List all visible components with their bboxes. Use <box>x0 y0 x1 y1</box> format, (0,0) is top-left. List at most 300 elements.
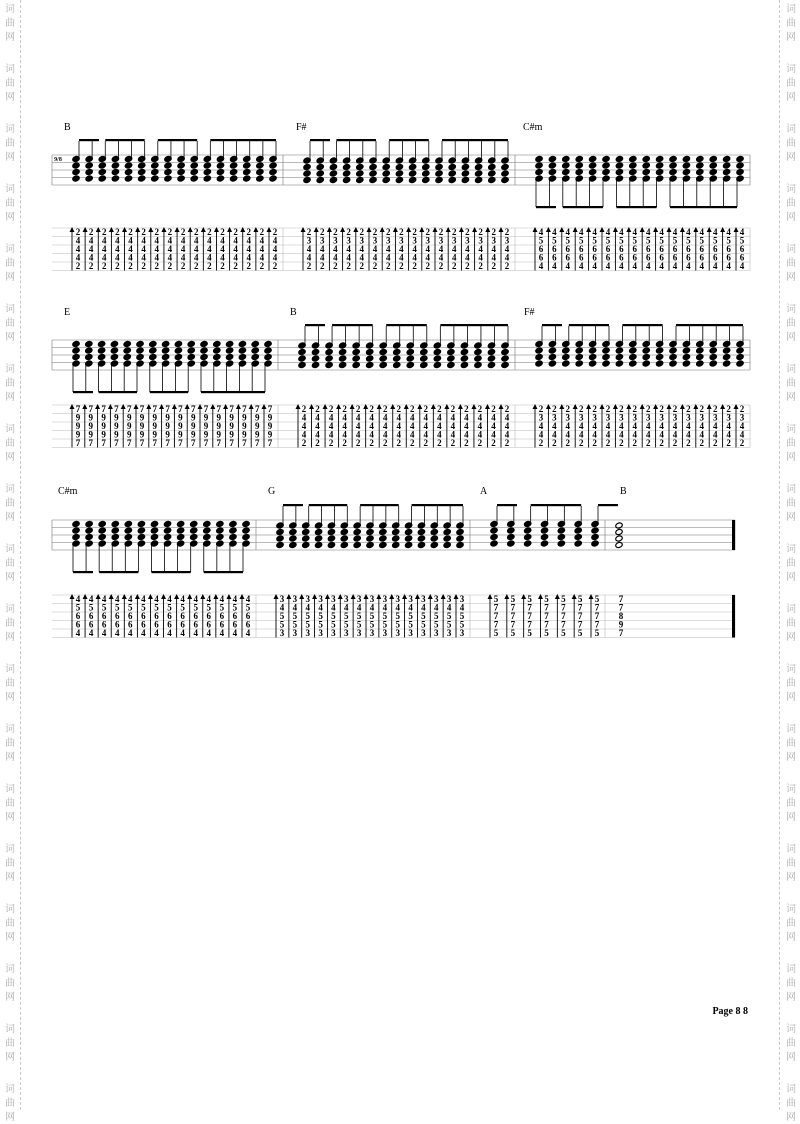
tab-fret-number: 5 <box>527 594 532 604</box>
tab-fret-number: 4 <box>382 602 388 613</box>
tab-fret-number: 4 <box>538 429 544 440</box>
tab-fret-number: 9 <box>242 429 247 440</box>
notehead <box>302 535 310 542</box>
chord-label: F# <box>296 122 307 133</box>
tab-fret-number: 3 <box>421 628 426 638</box>
tab-fret-number: 4 <box>464 412 469 423</box>
tab-fret-number: 7 <box>190 404 196 414</box>
beam <box>336 139 376 141</box>
tab-fret-number: 5 <box>219 602 225 613</box>
tab-fret-number: 4 <box>342 429 347 440</box>
notehead <box>243 162 251 169</box>
notehead <box>203 162 211 169</box>
tab-fret-number: 2 <box>396 438 401 448</box>
tab-fret-number: 9 <box>88 412 94 423</box>
notehead <box>177 533 185 540</box>
watermark-glyph: 曲 <box>786 618 796 629</box>
watermark-glyph: 词 <box>786 904 796 915</box>
watermark-glyph: 词 <box>786 664 796 675</box>
tab-fret-number: 5 <box>408 619 413 630</box>
tab-fret-number: 7 <box>178 438 183 448</box>
notehead <box>162 353 170 360</box>
tab-fret-number: 7 <box>510 611 516 621</box>
tab-fret-number: 5 <box>446 611 452 621</box>
tab-fret-number: 9 <box>101 429 106 440</box>
tab-fret-number: 5 <box>180 602 185 613</box>
notehead <box>85 533 93 540</box>
notehead <box>123 340 131 347</box>
tab-fret-number: 5 <box>421 619 426 630</box>
notehead <box>456 528 464 535</box>
watermark-glyph: 网 <box>5 332 15 343</box>
beam <box>440 324 508 326</box>
notehead <box>138 162 146 169</box>
tab-fret-number: 4 <box>315 412 320 423</box>
tab-fret-number: 2 <box>319 227 325 237</box>
tab-fret-number: 4 <box>75 594 81 604</box>
notehead <box>203 168 211 175</box>
tab-fret-number: 5 <box>167 602 172 613</box>
tab-fret-number: 4 <box>167 235 173 246</box>
tab-fret-number: 5 <box>356 619 362 630</box>
tab-fret-number: 3 <box>399 235 404 246</box>
watermark-glyph: 网 <box>786 752 796 763</box>
tab-fret-number: 3 <box>372 235 378 246</box>
tab-fret-number: 2 <box>478 227 483 237</box>
notehead <box>433 355 441 362</box>
tab-fret-number: 2 <box>306 261 312 271</box>
tab-fret-number: 4 <box>75 235 81 246</box>
tab-fret-number: 2 <box>141 227 146 237</box>
tab-fret-number: 5 <box>605 235 611 246</box>
tab-fret-number: 2 <box>592 438 597 448</box>
notehead <box>242 520 250 527</box>
notehead <box>682 155 690 162</box>
tab-fret-number: 2 <box>272 227 278 237</box>
notehead <box>507 527 515 534</box>
watermark-glyph: 词 <box>786 424 796 435</box>
tab-fret-number: 4 <box>712 421 718 431</box>
watermark-glyph: 词 <box>786 604 796 615</box>
tab-fret-number: 6 <box>565 252 571 263</box>
tab-fret-number: 2 <box>478 261 483 271</box>
watermark-glyph: 曲 <box>786 18 796 29</box>
tab-fret-number: 9 <box>254 429 260 440</box>
tab-fret-number: 4 <box>207 235 212 246</box>
tab-fret-number: 2 <box>504 261 510 271</box>
tab-fret-number: 2 <box>425 227 431 237</box>
tab-fret-number: 9 <box>190 421 196 431</box>
tab-fret-number: 2 <box>372 227 378 237</box>
watermark-glyph: 网 <box>786 932 796 943</box>
tab-fret-number: 2 <box>141 261 146 271</box>
notehead <box>162 347 170 354</box>
watermark-glyph: 词 <box>5 184 15 195</box>
tab-fret-number: 2 <box>451 227 457 237</box>
tab-fret-number: 4 <box>605 261 611 271</box>
tab-fret-number: 4 <box>408 602 413 613</box>
tab-fret-number: 6 <box>686 244 691 254</box>
watermark-glyph: 曲 <box>786 258 796 269</box>
tab-fret-number: 7 <box>618 594 624 604</box>
notehead <box>615 522 623 529</box>
notehead <box>382 163 390 170</box>
notehead <box>696 162 704 169</box>
tab-fret-number: 2 <box>355 404 361 414</box>
tab-fret-number: 2 <box>605 404 611 414</box>
tab-fret-number: 7 <box>527 611 532 621</box>
tab-fret-number: 7 <box>139 438 145 448</box>
watermark-glyph: 词 <box>786 484 796 495</box>
tab-fret-number: 2 <box>382 438 388 448</box>
tab-fret-number: 2 <box>465 227 470 237</box>
tab-fret-number: 4 <box>245 594 251 604</box>
tab-fret-number: 7 <box>527 602 532 613</box>
tab-fret-number: 4 <box>154 235 160 246</box>
notehead <box>474 355 482 362</box>
tab-fret-number: 4 <box>315 429 320 440</box>
notehead <box>474 348 482 355</box>
beam <box>310 139 330 141</box>
tab-fret-number: 4 <box>220 252 225 263</box>
notehead <box>110 353 118 360</box>
tab-fret-number: 7 <box>216 404 222 414</box>
tab-fret-number: 6 <box>739 244 745 254</box>
tab-fret-number: 4 <box>446 602 452 613</box>
tab-fret-number: 4 <box>565 261 571 271</box>
tab-fret-number: 3 <box>344 594 349 604</box>
notehead <box>230 175 238 182</box>
notehead <box>417 535 425 542</box>
tab-fret-number: 2 <box>425 261 431 271</box>
notehead <box>548 155 556 162</box>
tab-fret-number: 4 <box>605 421 611 431</box>
tab-fret-number: 2 <box>504 404 510 414</box>
watermark-glyph: 网 <box>5 872 15 883</box>
tab-fret-number: 4 <box>632 421 638 431</box>
tab-fret-number: 4 <box>75 628 81 638</box>
tab-fret-number: 3 <box>369 594 375 604</box>
tab-fret-number: 5 <box>88 602 94 613</box>
notehead <box>723 360 731 367</box>
tab-fret-number: 4 <box>207 252 212 263</box>
tab-fret-number: 2 <box>410 438 415 448</box>
tab-fret-number: 4 <box>180 252 186 263</box>
tab-fret-number: 4 <box>672 429 678 440</box>
tab-fret-number: 4 <box>578 261 584 271</box>
notehead <box>123 347 131 354</box>
tab-fret-number: 4 <box>369 421 374 431</box>
watermark-glyph: 曲 <box>5 918 15 929</box>
notehead <box>174 353 182 360</box>
notehead <box>575 347 583 354</box>
tab-fret-number: 2 <box>167 261 173 271</box>
tab-fret-number: 2 <box>491 261 497 271</box>
notehead <box>562 155 570 162</box>
chord-label: B <box>64 122 71 133</box>
tab-fret-number: 6 <box>206 611 212 621</box>
notehead <box>137 527 145 534</box>
watermark-glyph: 词 <box>786 184 796 195</box>
tab-fret-number: 4 <box>272 244 278 254</box>
tab-fret-number: 4 <box>306 244 312 254</box>
notehead <box>574 533 582 540</box>
tab-fret-number: 4 <box>438 252 444 263</box>
notehead <box>548 168 556 175</box>
tab-fret-number: 2 <box>128 227 133 237</box>
tab-fret-number: 4 <box>645 421 651 431</box>
tab-fret-number: 2 <box>592 404 597 414</box>
notehead <box>136 353 144 360</box>
tab-fret-number: 7 <box>577 611 583 621</box>
tab-fret-number: 2 <box>491 404 496 414</box>
notehead <box>111 527 119 534</box>
notehead <box>98 533 106 540</box>
notehead <box>405 535 413 542</box>
tab-fret-number: 6 <box>75 619 81 630</box>
tab-fret-number: 2 <box>491 227 497 237</box>
tab-fret-number: 6 <box>114 619 120 630</box>
notehead <box>420 355 428 362</box>
notehead <box>230 168 238 175</box>
tab-fret-number: 4 <box>451 252 457 263</box>
tab-fret-number: 2 <box>578 438 584 448</box>
notehead <box>242 533 250 540</box>
tab-fret-number: 9 <box>126 429 132 440</box>
notehead <box>420 348 428 355</box>
tab-fret-number: 2 <box>246 261 251 271</box>
tab-fret-number: 4 <box>538 227 544 237</box>
tab-fret-number: 2 <box>686 404 691 414</box>
tab-fret-number: 5 <box>527 628 532 638</box>
tab-fret-number: 2 <box>315 438 320 448</box>
tab-fret-number: 4 <box>115 235 120 246</box>
tab-fret-number: 5 <box>193 602 198 613</box>
tab-fret-number: 3 <box>434 594 439 604</box>
notehead <box>366 355 374 362</box>
notehead <box>72 347 80 354</box>
notehead <box>163 533 171 540</box>
tab-fret-number: 6 <box>114 611 120 621</box>
notehead <box>379 535 387 542</box>
tab-fret-number: 4 <box>726 227 731 237</box>
notehead <box>406 348 414 355</box>
beam <box>497 504 517 506</box>
tab-fret-number: 4 <box>504 421 510 431</box>
notehead <box>736 347 744 354</box>
tab-fret-number: 3 <box>478 235 483 246</box>
tab-fret-number: 4 <box>605 429 611 440</box>
tab-fret-number: 9 <box>126 412 132 423</box>
tab-fret-number: 4 <box>565 421 571 431</box>
notehead <box>138 168 146 175</box>
tab-fret-number: 4 <box>592 421 597 431</box>
beam <box>73 391 93 393</box>
tab-fret-number: 4 <box>259 235 265 246</box>
tab-fret-number: 5 <box>331 619 336 630</box>
notehead <box>629 168 637 175</box>
notehead <box>535 353 543 360</box>
tab-fret-number: 4 <box>167 244 173 254</box>
tab-fret-number: 4 <box>712 429 718 440</box>
watermark-glyph: 词 <box>786 304 796 315</box>
watermark-glyph: 曲 <box>786 978 796 989</box>
tab-fret-number: 2 <box>180 227 186 237</box>
tab-fret-number: 3 <box>344 628 349 638</box>
notehead <box>226 340 234 347</box>
watermark-glyph: 曲 <box>5 798 15 809</box>
tab-fret-number: 6 <box>699 252 705 263</box>
tab-fret-number: 6 <box>167 619 172 630</box>
notehead <box>443 528 451 535</box>
tab-fret-number: 6 <box>232 611 238 621</box>
tab-fret-number: 4 <box>699 261 705 271</box>
tab-fret-number: 2 <box>465 261 470 271</box>
notehead <box>615 528 623 535</box>
tab-fret-number: 2 <box>207 227 212 237</box>
tab-fret-number: 2 <box>672 438 678 448</box>
tab-fret-number: 4 <box>246 252 251 263</box>
notehead <box>642 162 650 169</box>
notehead <box>150 520 158 527</box>
notehead <box>591 533 599 540</box>
beam <box>210 139 276 141</box>
notehead <box>501 163 509 170</box>
notehead <box>602 168 610 175</box>
tab-fret-number: 4 <box>382 412 388 423</box>
notehead <box>535 168 543 175</box>
notehead <box>216 162 224 169</box>
notehead <box>535 155 543 162</box>
tab-fret-number: 9 <box>254 412 260 423</box>
tab-fret-number: 7 <box>126 404 132 414</box>
tab-fret-number: 9 <box>203 429 209 440</box>
tab-fret-number: 6 <box>538 244 544 254</box>
notehead <box>548 353 556 360</box>
tab-fret-number: 4 <box>619 429 624 440</box>
tab-fret-number: 4 <box>659 261 664 271</box>
tab-fret-number: 7 <box>88 438 94 448</box>
tab-fret-number: 4 <box>128 244 133 254</box>
notehead <box>629 360 637 367</box>
tab-fret-number: 2 <box>739 438 745 448</box>
beam <box>598 504 618 506</box>
tab-fret-number: 2 <box>438 227 444 237</box>
tab-fret-number: 3 <box>446 594 452 604</box>
notehead <box>736 353 744 360</box>
tab-fret-number: 2 <box>319 261 325 271</box>
tab-fret-number: 2 <box>412 261 417 271</box>
tab-fret-number: 7 <box>216 438 222 448</box>
watermark-glyph: 词 <box>786 64 796 75</box>
tab-fret-number: 9 <box>139 429 145 440</box>
notehead <box>329 163 337 170</box>
tab-fret-number: 9 <box>203 421 209 431</box>
tab-fret-number: 2 <box>346 227 351 237</box>
notehead <box>98 168 106 175</box>
tab-fret-number: 4 <box>437 429 442 440</box>
tab-fret-number: 2 <box>712 404 718 414</box>
tab-fret-number: 2 <box>396 404 401 414</box>
watermark-glyph: 网 <box>5 212 15 223</box>
tab-fret-number: 4 <box>632 261 638 271</box>
tab-fret-number: 5 <box>395 611 400 621</box>
tab-fret-number: 3 <box>578 412 584 423</box>
tab-fret-number: 4 <box>220 235 225 246</box>
watermark-glyph: 网 <box>786 1052 796 1063</box>
notehead <box>490 527 498 534</box>
watermark-glyph: 网 <box>5 452 15 463</box>
notehead <box>642 155 650 162</box>
watermark-glyph: 网 <box>5 512 15 523</box>
tab-fret-number: 4 <box>382 421 388 431</box>
tab-fret-number: 2 <box>464 438 469 448</box>
notehead <box>682 168 690 175</box>
tab-fret-number: 3 <box>712 412 718 423</box>
tab-fret-number: 3 <box>465 235 470 246</box>
tab-fret-number: 4 <box>301 412 307 423</box>
notehead <box>417 528 425 535</box>
tab-fret-number: 4 <box>726 421 731 431</box>
notehead <box>238 347 246 354</box>
notehead <box>574 527 582 534</box>
notehead <box>230 162 238 169</box>
tab-fret-number: 2 <box>359 261 365 271</box>
notehead <box>366 528 374 535</box>
watermark-glyph: 网 <box>786 212 796 223</box>
tab-fret-number: 3 <box>356 628 362 638</box>
tab-fret-number: 4 <box>328 412 334 423</box>
tab-fret-number: 5 <box>305 611 310 621</box>
chord-label: A <box>480 486 488 497</box>
tab-fret-number: 2 <box>645 404 651 414</box>
notehead <box>264 353 272 360</box>
notehead <box>524 540 532 547</box>
tab-fret-number: 5 <box>578 235 584 246</box>
tab-fret-number: 4 <box>333 252 338 263</box>
tab-fret-number: 4 <box>450 429 456 440</box>
beam <box>332 324 373 326</box>
watermark-glyph: 词 <box>5 304 15 315</box>
notehead <box>289 528 297 535</box>
tab-fret-number: 4 <box>477 421 483 431</box>
tab-fret-number: 2 <box>477 404 483 414</box>
tab-fret-number: 5 <box>421 611 426 621</box>
tab-fret-number: 4 <box>88 628 94 638</box>
tab-fret-number: 9 <box>152 412 158 423</box>
tab-fret-number: 2 <box>552 438 557 448</box>
notehead <box>174 340 182 347</box>
tab-fret-number: 2 <box>632 404 638 414</box>
tab-fret-number: 6 <box>592 252 597 263</box>
tab-fret-number: 9 <box>203 412 209 423</box>
tab-fret-number: 4 <box>552 429 557 440</box>
tab-fret-number: 5 <box>645 235 651 246</box>
tab-fret-number: 5 <box>561 628 566 638</box>
watermark-glyph: 网 <box>5 92 15 103</box>
tab-fret-number: 2 <box>180 261 186 271</box>
tab-fret-number: 6 <box>101 611 107 621</box>
notehead <box>696 360 704 367</box>
notehead <box>264 347 272 354</box>
notehead <box>229 520 237 527</box>
tab-fret-number: 6 <box>154 619 159 630</box>
notehead <box>203 533 211 540</box>
notehead <box>187 340 195 347</box>
tab-fret-number: 6 <box>88 611 94 621</box>
tab-fret-number: 9 <box>242 412 247 423</box>
tab-fret-number: 4 <box>301 429 307 440</box>
